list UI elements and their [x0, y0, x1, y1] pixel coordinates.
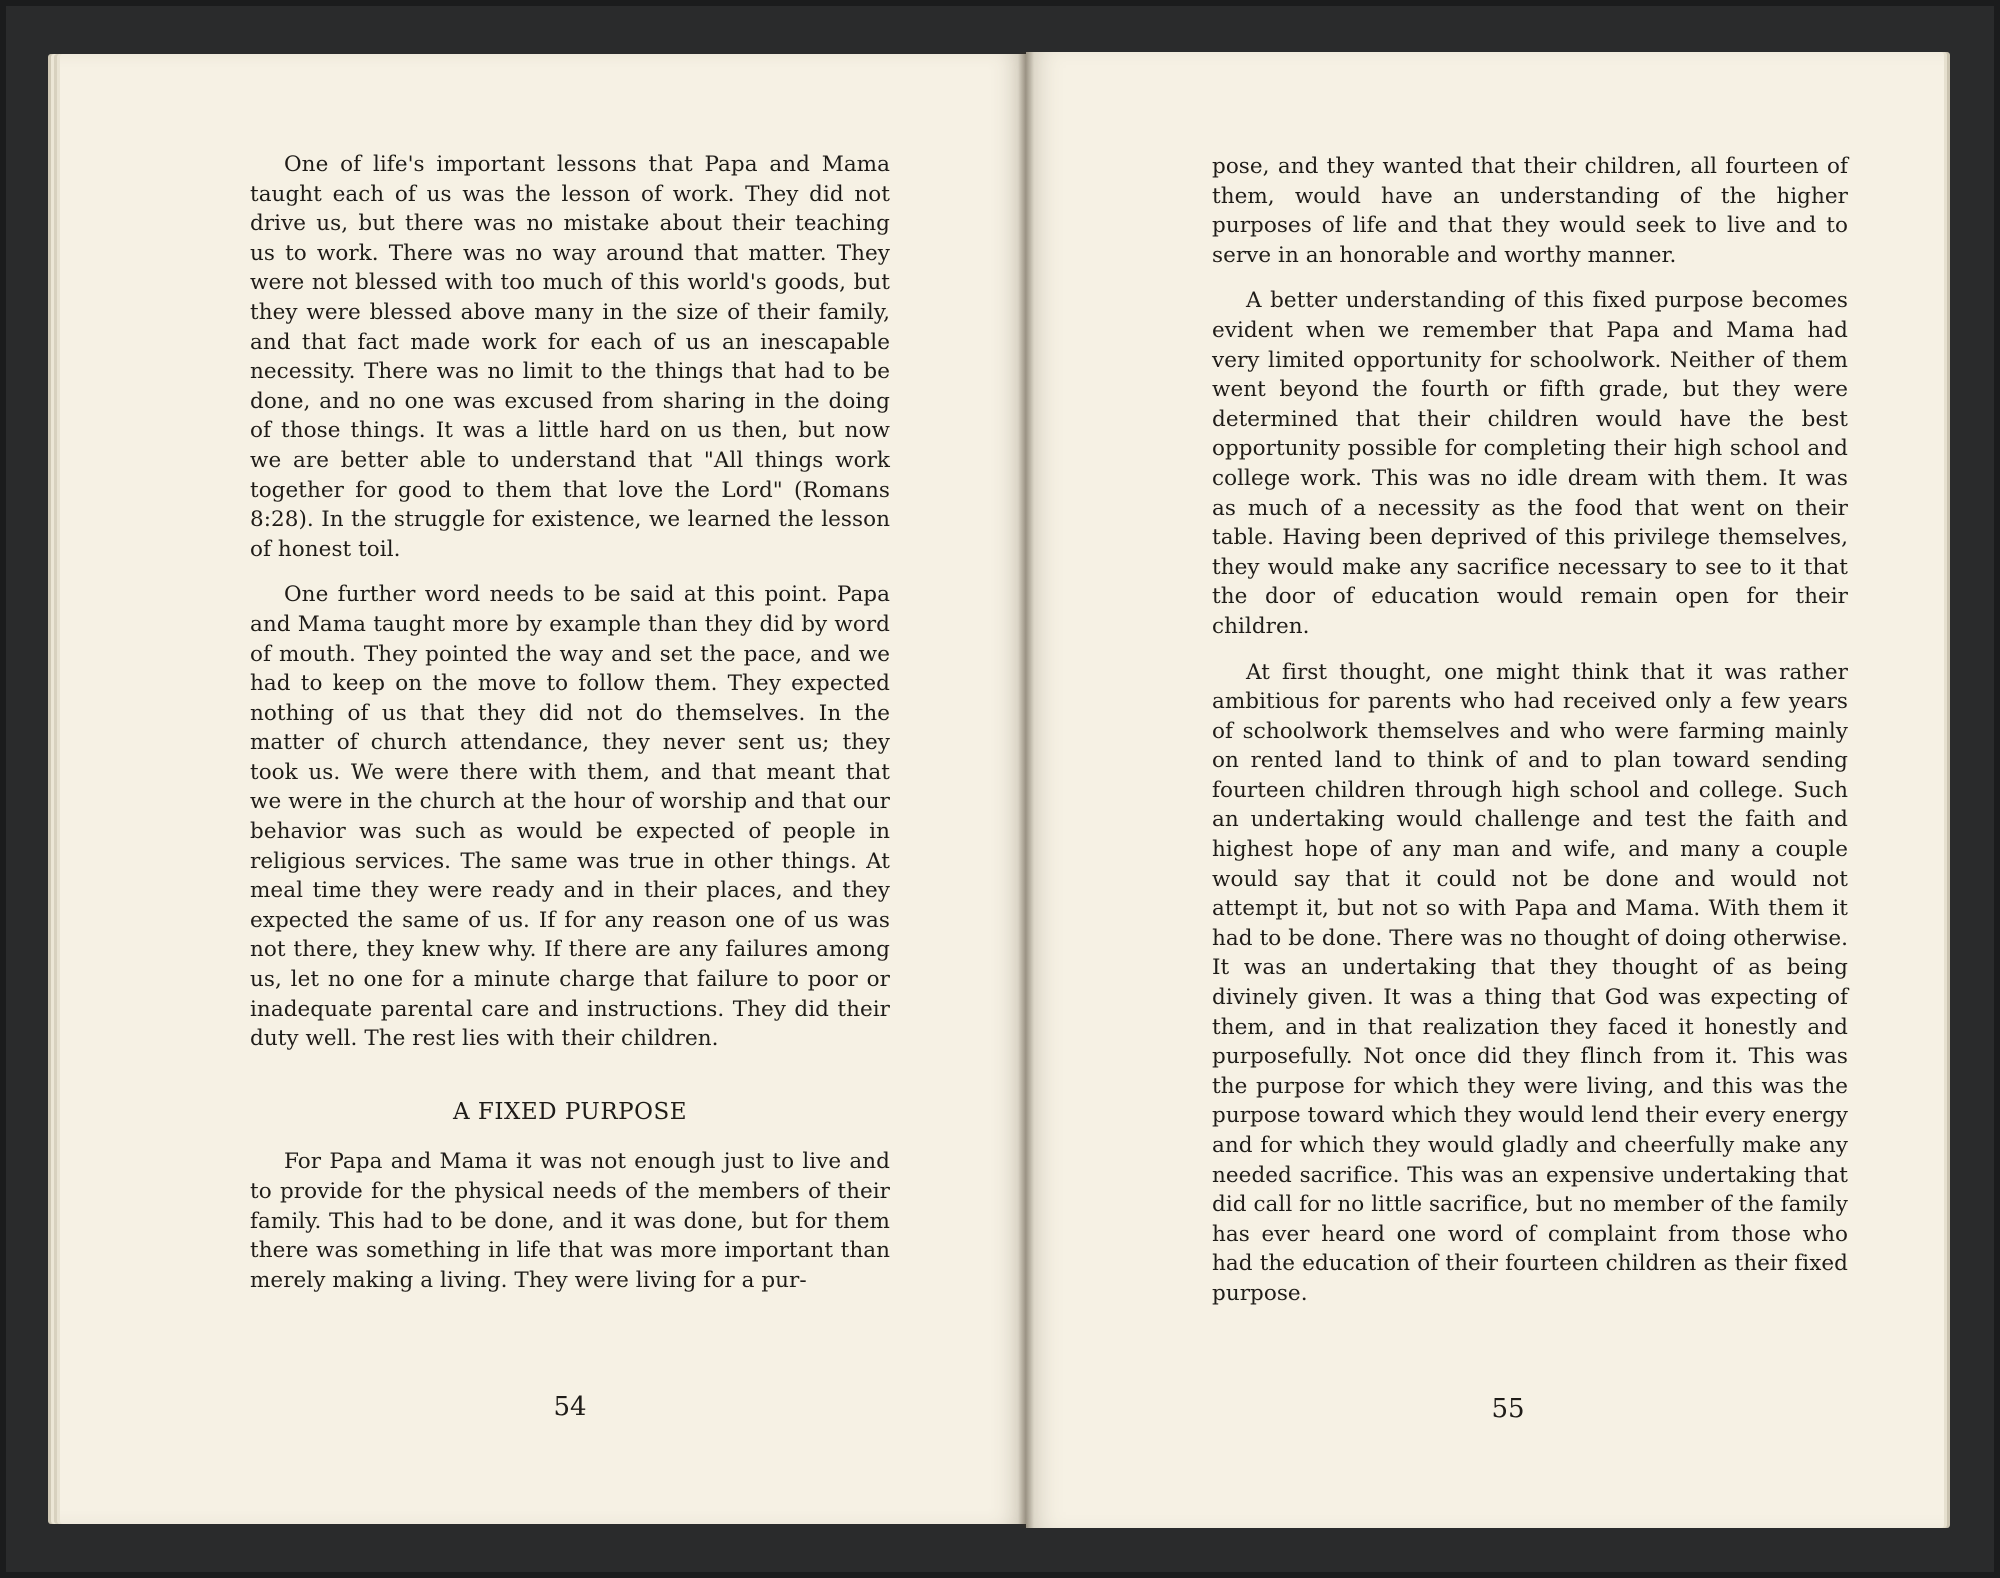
- page-number-right: 55: [1491, 1394, 1525, 1424]
- paragraph-example: One further word needs to be said at this point. Papa and Mama taught more by example than they did by word of mouth. They pointed the way and set the pace, and we had to keep on the move to follow them. They expected nothing of us that they did not do themselves. In the matter of church attendance, they never sent us; they took us. We were there with them, and that meant that we were in the church at the hour of worship and that our behavior was such as would be expected of people in religious services. The same was true in other things. At meal time they were ready and in their places, and they expected the same of us. If for any reason one of us was not there, they knew why. If there are any failures among us, let no one for a minute charge that failure to poor or inadequate parental care and instructions. They did their duty well. The rest lies with their children.: [250, 582, 890, 1052]
- left-page: [60, 54, 1026, 1524]
- section-heading: A FIXED PURPOSE: [452, 1098, 688, 1125]
- paragraph-understanding: A better understanding of this fixed purpose becomes evident when we remember that Papa and Mama had very limited opportunity for schoolwork. Neither of them went beyond the fourth or fifth grade, but they were determined that their children would have the best opportunity possible for completing their high school and college work. This was no idle dream with them. It was as much of a necessity as the food that went on their table. Having been deprived of this privilege themselves, they would make any sacrifice necessary to see to it that the door of education would remain open for their children.: [1212, 288, 1848, 639]
- open-book: [60, 52, 1940, 1530]
- right-page: [1026, 52, 1944, 1528]
- right-page-text: [1212, 152, 1848, 1325]
- paragraph-undertaking: At first thought, one might think that it was rather ambitious for parents who had received only a few years of schoolwork themselves and who were farming mainly on rented land to think of and to plan toward sending fourteen children through high school and college. Such an undertaking would challenge and test the faith and highest hope of any man and wife, and many a couple would say that it could not be done and would not attempt it, but not so with Papa and Mama. With them it had to be done. There was no thought of doing otherwise. It was an undertaking that they thought of as being divinely given. It was a thing that God was expecting of them, and in that realization they faced it honestly and purposefully. Not once did they flinch from it. This was the purpose for which they were living, and this was the purpose toward which they would lend their every energy and for which they would gladly and cheerfully make any needed sacrifice. This was an expensive undertaking that did call for no little sacrifice, but no member of the family has ever heard one word of complaint from those who had the education of their fourteen children as their fixed purpose.: [1212, 659, 1848, 1306]
- paragraph-lesson-of-work: One of life's important lessons that Papa and Mama taught each of us was the lesson of work. They did not drive us, but there was no mistake about their teaching us to work. There was no way around that matter. They were not blessed with too much of this world's goods, but they were blessed above many in the size of their family, and that fact made work for each of us an inescapable necessity. There was no limit to the things that had to be done, and no one was excused from sharing in the doing of those things. It was a little hard on us then, but now we are better able to understand that "All things work together for good to them that love the Lord" (Romans 8:28). In the struggle for existence, we learned the lesson of honest toil.: [250, 152, 890, 562]
- page-number-left: 54: [553, 1392, 587, 1422]
- paragraph-continued: pose, and they wanted that their children, all fourteen of them, would have an understanding of the higher purposes of life and that they would seek to live and to serve in an honorable and worthy manner.: [1212, 154, 1848, 268]
- left-page-text: [250, 150, 890, 1311]
- paragraph-fixed-purpose-intro: For Papa and Mama it was not enough just to live and to provide for the physical needs of the members of their family. This had to be done, and it was done, but for them there was something in life that was more important than merely making a living. They were living for a pur-: [250, 1149, 890, 1293]
